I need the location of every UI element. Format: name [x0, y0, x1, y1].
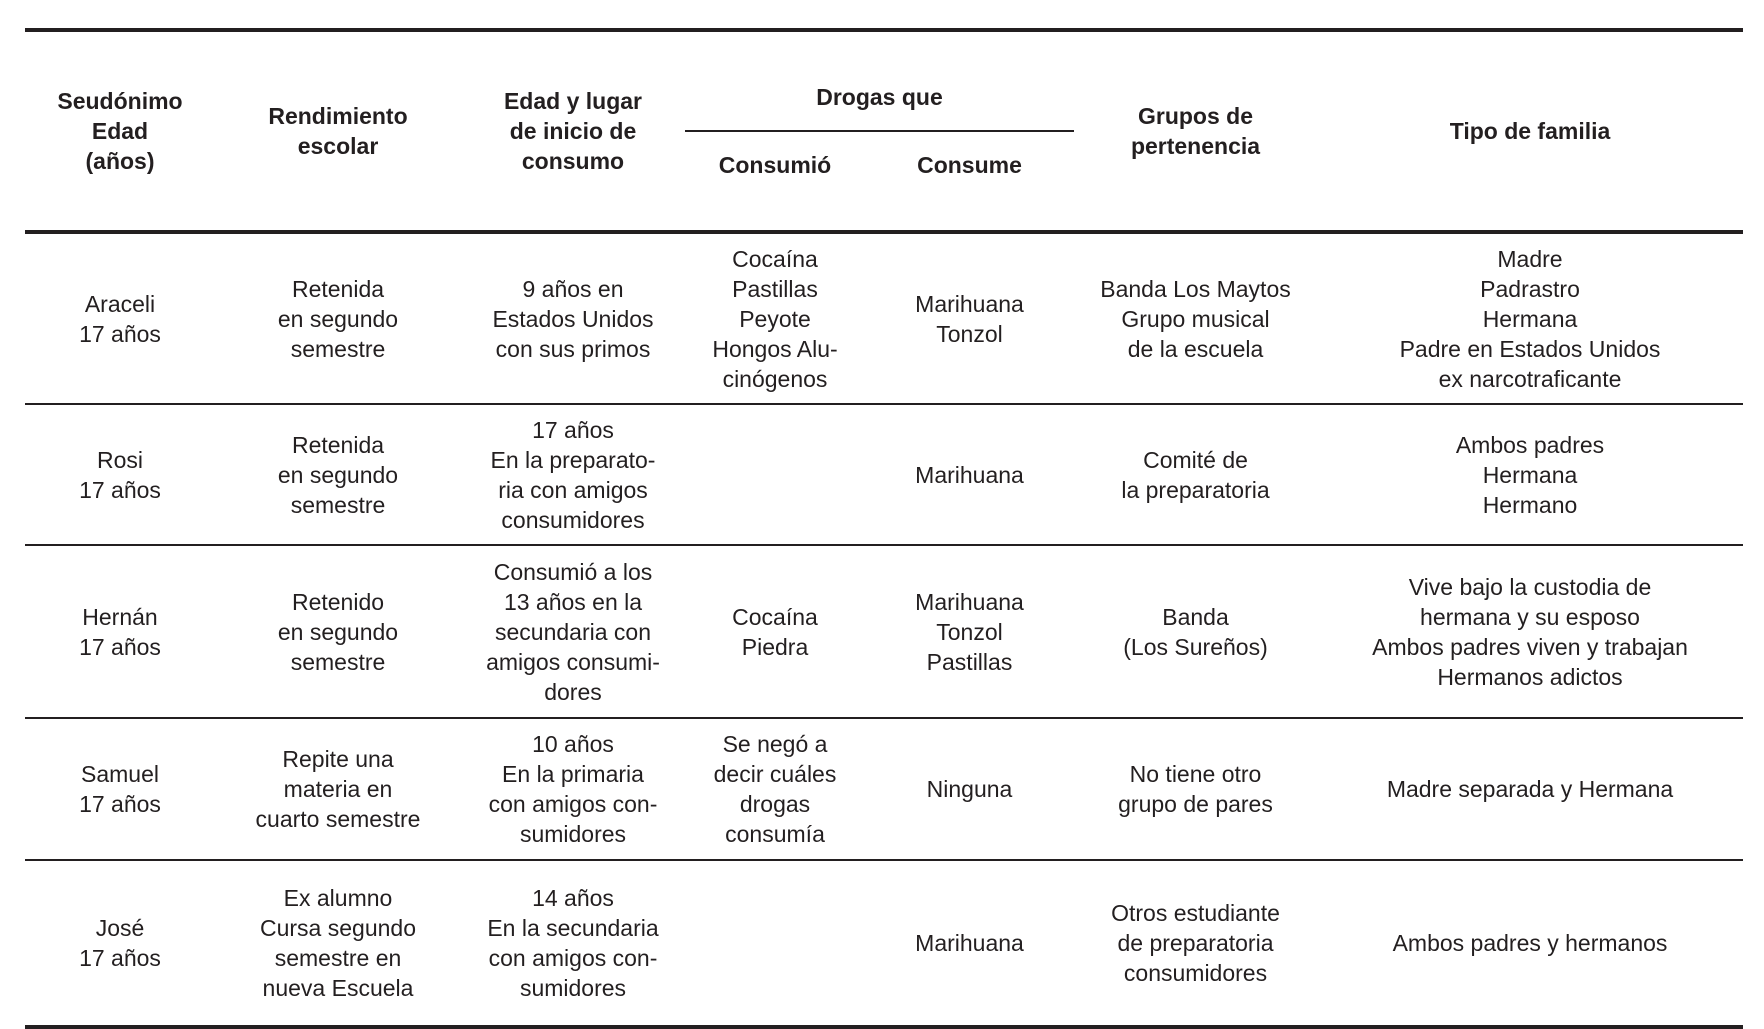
- cell-familia: Vive bajo la custodia de hermana y su esposo Ambos padres viven y trabajan Hermanos adictos: [1317, 545, 1743, 718]
- cell-familia: Ambos padres Hermana Hermano: [1317, 404, 1743, 545]
- table-row: [25, 232, 1743, 404]
- cell-familia: Ambos padres y hermanos: [1317, 860, 1743, 1027]
- cell-seudonimo: José 17 años: [25, 860, 215, 1027]
- cell-rendimiento: Repite una materia en cuarto semestre: [215, 718, 461, 860]
- table-row: [25, 718, 1743, 860]
- cell-edad-lugar: 10 años En la primaria con amigos con- sumidores: [461, 718, 685, 860]
- cell-consumio: Se negó a decir cuáles drogas consumía: [685, 718, 865, 860]
- cell-seudonimo: Hernán 17 años: [25, 545, 215, 718]
- cell-rendimiento: Retenida en segundo semestre: [215, 404, 461, 545]
- header-rendimiento: Rendimiento escolar: [215, 30, 461, 232]
- header-grupos: Grupos de pertenencia: [1074, 30, 1317, 232]
- cell-consumio: Cocaína Pastillas Peyote Hongos Alu- cinógenos: [685, 232, 865, 404]
- header-seudonimo: Seudónimo Edad (años): [25, 30, 215, 232]
- cell-grupos: No tiene otro grupo de pares: [1074, 718, 1317, 860]
- cell-edad-lugar: 14 años En la secundaria con amigos con- sumidores: [461, 860, 685, 1027]
- cell-consumio: [685, 404, 865, 545]
- cell-seudonimo: Samuel 17 años: [25, 718, 215, 860]
- header-consume: Consume: [865, 131, 1074, 232]
- cell-rendimiento: Retenido en segundo semestre: [215, 545, 461, 718]
- header-drogas: Drogas que: [685, 30, 1074, 131]
- table-row: [25, 860, 1743, 1027]
- header-edad-lugar: Edad y lugar de inicio de consumo: [461, 30, 685, 232]
- header-familia: Tipo de familia: [1317, 30, 1743, 232]
- cell-consume: Marihuana Tonzol: [865, 232, 1074, 404]
- cell-familia: Madre Padrastro Hermana Padre en Estados Unidos ex narcotraficante: [1317, 232, 1743, 404]
- cell-consume: Marihuana: [865, 404, 1074, 545]
- cell-edad-lugar: 9 años en Estados Unidos con sus primos: [461, 232, 685, 404]
- cell-edad-lugar: 17 años En la preparato- ria con amigos consumidores: [461, 404, 685, 545]
- cell-seudonimo: Araceli 17 años: [25, 232, 215, 404]
- header-consumio: Consumió: [685, 131, 865, 232]
- cell-seudonimo: Rosi 17 años: [25, 404, 215, 545]
- participants-table: [25, 28, 1743, 1029]
- cell-consume: Marihuana: [865, 860, 1074, 1027]
- cell-rendimiento: Ex alumno Cursa segundo semestre en nueva Escuela: [215, 860, 461, 1027]
- cell-consumio: [685, 860, 865, 1027]
- cell-grupos: Banda (Los Sureños): [1074, 545, 1317, 718]
- cell-consume: Ninguna: [865, 718, 1074, 860]
- cell-consume: Marihuana Tonzol Pastillas: [865, 545, 1074, 718]
- cell-rendimiento: Retenida en segundo semestre: [215, 232, 461, 404]
- cell-grupos: Banda Los Maytos Grupo musical de la escuela: [1074, 232, 1317, 404]
- cell-edad-lugar: Consumió a los 13 años en la secundaria con amigos consumi- dores: [461, 545, 685, 718]
- cell-consumio: Cocaína Piedra: [685, 545, 865, 718]
- table-row: [25, 545, 1743, 718]
- cell-familia: Madre separada y Hermana: [1317, 718, 1743, 860]
- cell-grupos: Comité de la preparatoria: [1074, 404, 1317, 545]
- cell-grupos: Otros estudiante de preparatoria consumidores: [1074, 860, 1317, 1027]
- table-row: [25, 404, 1743, 545]
